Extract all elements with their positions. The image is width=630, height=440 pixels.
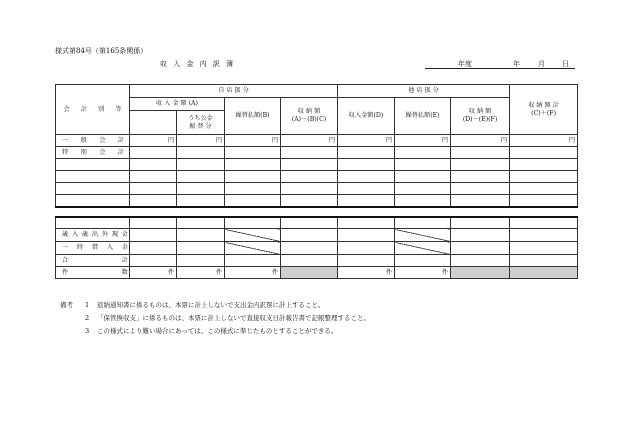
count-unit: 件	[338, 267, 395, 279]
own-store-header: 自 店 扱 分	[130, 85, 338, 98]
table-row	[56, 267, 578, 279]
remark-number: 2	[85, 314, 90, 322]
remark-item	[60, 299, 370, 312]
table-row	[56, 242, 578, 255]
table-row	[56, 229, 578, 242]
count-unit: 件	[395, 267, 451, 279]
table-row	[56, 195, 578, 207]
year-unit-label: 年	[513, 60, 520, 68]
income-amount-d-header: 収入金額(D)	[338, 98, 395, 135]
table-row	[56, 135, 578, 147]
table-row	[56, 159, 578, 171]
yen-unit: 円	[510, 135, 578, 147]
temporary-loan-label: 一 時 借 入 金	[56, 242, 130, 255]
remark-number: 3	[85, 327, 90, 335]
count-unit: 件	[130, 267, 177, 279]
external-cash-label: 歳入歳出外現金	[56, 229, 130, 242]
year-label: 年度	[458, 60, 472, 68]
remark-text: 「保管換収支」に係るものは、本票に計上しないで直接収支日計報告書で記帳整理すること。	[97, 314, 370, 322]
month-label: 月	[538, 60, 545, 68]
other-store-header: 他 店 扱 分	[338, 85, 510, 98]
remarks-label: 備考	[60, 301, 73, 309]
yen-unit: 円	[281, 135, 338, 147]
total-received-header: 収 納 額 計 (C)＋(F)	[510, 85, 578, 135]
yen-unit: 円	[177, 135, 225, 147]
remark-text: 返納通知書に係るものは、本票に計上しないで支出金内訳票に計上すること。	[97, 301, 325, 309]
count-unit: 件	[177, 267, 225, 279]
day-label: 日	[562, 60, 569, 68]
table-row	[56, 217, 578, 229]
struck-cell	[395, 242, 451, 255]
document-title: 収 入 金 内 訳 簿	[160, 60, 236, 68]
yen-unit: 円	[395, 135, 451, 147]
account-type-header: 会 計 別 等	[56, 85, 130, 135]
general-account-label: 一 般 会 計	[56, 135, 130, 147]
yen-unit: 円	[130, 135, 177, 147]
public-funds-transfer-header: うち公金 振 替 分	[177, 111, 225, 135]
income-a-blank-cell	[130, 111, 177, 135]
transfer-e-header: 繰替払額(E)	[395, 98, 451, 135]
struck-cell	[225, 229, 281, 242]
table-row	[56, 255, 578, 267]
table-row	[56, 171, 578, 183]
form-number: 様式第84号（第165条関係）	[55, 47, 148, 55]
struck-cell	[395, 229, 451, 242]
struck-cell	[225, 242, 281, 255]
net-f-header: 収 納 額 (D)－(E)(F)	[451, 98, 510, 135]
shaded-cell	[510, 267, 578, 279]
count-unit: 件	[225, 267, 281, 279]
table-separator	[56, 207, 578, 217]
count-label: 件 数	[56, 267, 130, 279]
special-account-label: 特 別 会 計	[56, 147, 130, 159]
shaded-cell	[281, 267, 338, 279]
yen-unit: 円	[225, 135, 281, 147]
remarks-section	[60, 299, 370, 338]
remark-number: 1	[85, 301, 90, 309]
net-c-header: 収 納 額 (A)－(B)(C)	[281, 98, 338, 135]
total-label: 合 計	[56, 255, 130, 267]
date-field	[425, 59, 575, 69]
yen-unit: 円	[338, 135, 395, 147]
yen-unit: 円	[451, 135, 510, 147]
remark-item	[60, 312, 370, 325]
remark-item	[60, 325, 370, 338]
transfer-b-header: 繰替払額(B)	[225, 98, 281, 135]
shaded-cell	[451, 267, 510, 279]
table-row	[56, 147, 578, 159]
income-amount-a-header: 収 入 金 額 (A)	[130, 98, 225, 111]
table-row	[56, 183, 578, 195]
receipt-breakdown-table	[55, 84, 578, 279]
remark-text: この様式により難い場合にあっては、この様式に準じたものとすることができる。	[97, 327, 338, 335]
